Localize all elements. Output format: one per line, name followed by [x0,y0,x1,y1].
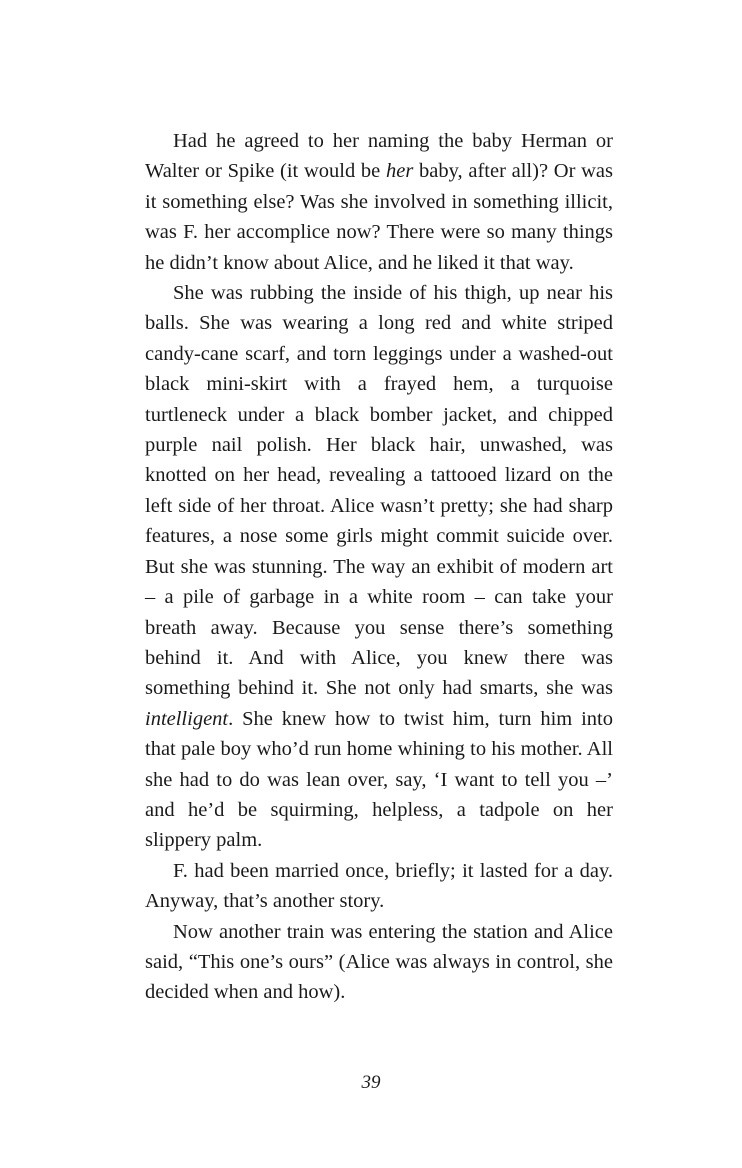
text-run: She was rubbing the inside of his thigh, up near his balls. She was wearing a long red and white striped candy-cane scarf, and torn leggings under a washed-out black mini-skirt with a frayed hem, a turquoise turtleneck under a black bomber jacket, and chipped purple nail polish. Her black hair, unwashed, was knotted on her head, revealing a tattooed lizard on the left side of her throat. Alice wasn’t pretty; she had sharp features, a nose some girls might commit suicide over. But she was stunning. The way an exhibit of modern art – a pile of garbage in a white room – can take your breath away. Because you sense there’s something behind it. And with Alice, you knew there was something behind it. She not only had smarts, she was [145,282,613,700]
paragraph-3 [145,856,613,917]
paragraph-4 [145,917,613,1008]
body-text [145,126,613,1008]
text-run: F. had been married once, briefly; it lasted for a day. Anyway, that’s another story. [145,859,613,913]
text-run: Now another train was entering the station and Alice said, “This one’s ours” (Alice was always in control, she decided when and how). [145,920,613,1004]
italic-run: her [385,160,414,183]
italic-run: intelligent [145,707,229,730]
text-run: Had he agreed to her naming the baby Herman or Walter or Spike (it would be [145,130,613,183]
page-number: 39 [361,1072,381,1093]
text-run: . She knew how to twist him, turn him into that pale boy who’d run home whining to his mother. All she had to do was lean over, say, ‘I want to tell you –’ and he’d be squirming, helpless, a tadpole on her slippery palm. [145,707,613,852]
text-run: baby, after all)? Or was it something else? Was she involved in something illicit, was F. her accomplice now? There were so many things he didn’t know about Alice, and he liked it that way. [145,160,613,274]
paragraph-1 [145,126,613,278]
paragraph-2 [145,278,613,856]
